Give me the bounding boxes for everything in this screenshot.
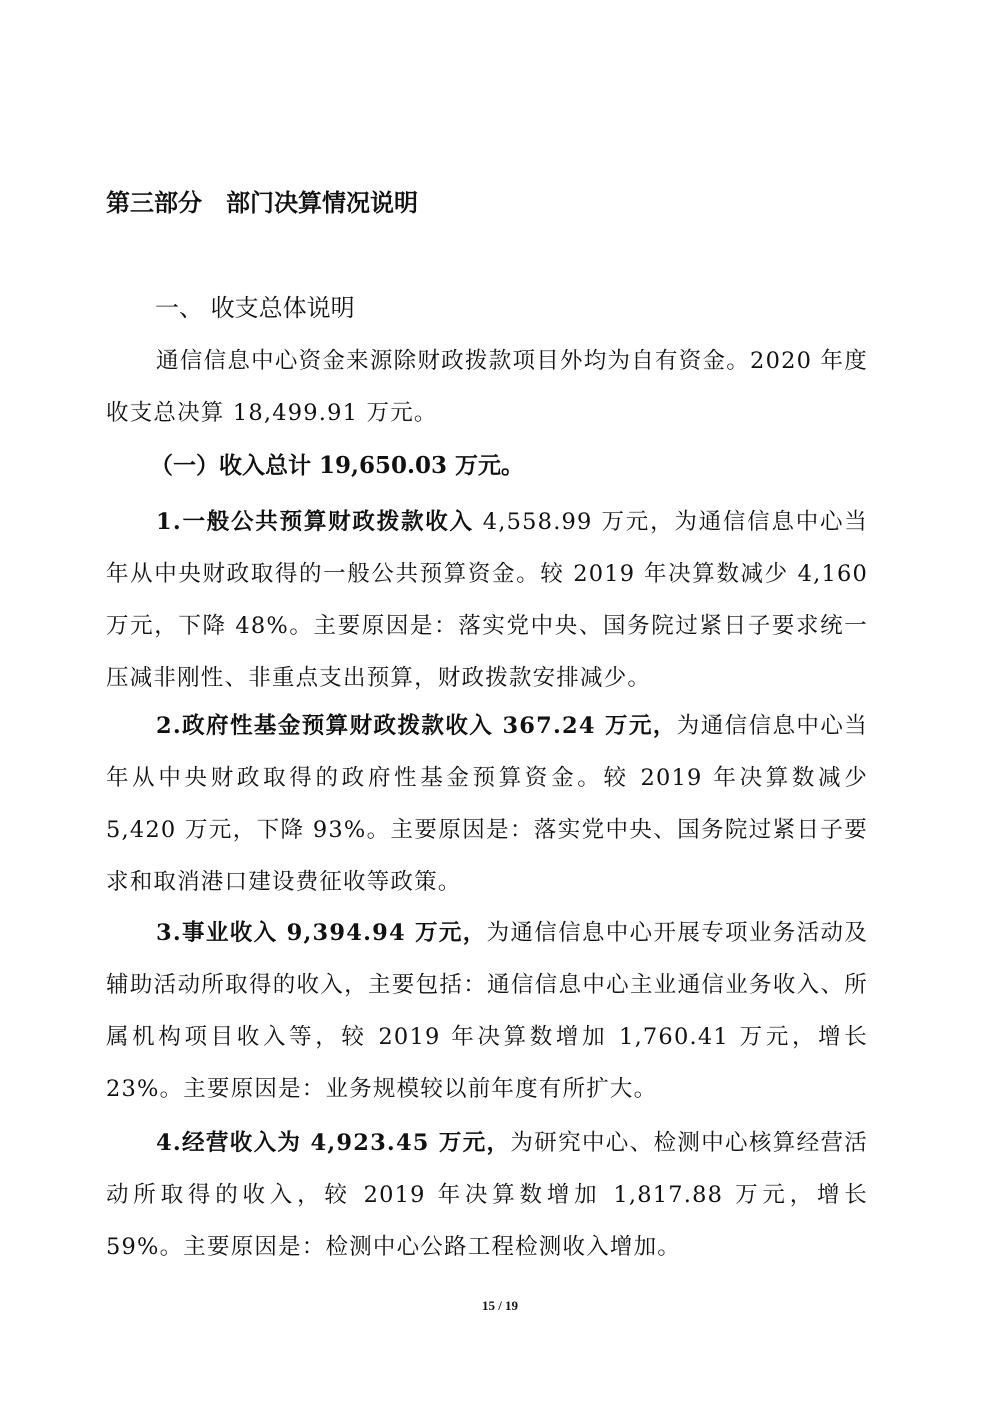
item-paragraph-2: [106, 700, 868, 908]
section-title: 一、 收支总体说明: [155, 294, 355, 322]
item-paragraph-3: [106, 907, 868, 1115]
item-lead: 2.政府性基金预算财政拨款收入 367.24 万元，: [156, 713, 677, 739]
item-text: 4,558.99 万元，为通信信息中心当年从中央财政取得的一般公共预算资金。较 2019 年决算数减少 4,160 万元，下降 48%。主要原因是：落实党中央、国务院过紧日子要求统一压减非刚性、非重点支出预算，财政拨款安排减少。: [106, 509, 869, 691]
item-lead: 3.事业收入 9,394.94 万元，: [156, 920, 487, 946]
item-text: 为研究中心、检测中心核算经营活动所取得的收入，较 2019 年决算数增加 1,817.88 万元，增长 59%。主要原因是：检测中心公路工程检测收入增加。: [106, 1130, 868, 1260]
item-text: 为通信信息中心开展专项业务活动及辅助活动所取得的收入，主要包括：通信信息中心主业通信业务收入、所属机构项目收入等，较 2019 年决算数增加 1,760.41 万元，增长 23%。主要原因是：业务规模较以前年度有所扩大。: [106, 920, 869, 1102]
item-paragraph-1: [106, 496, 868, 704]
item-text: 为通信信息中心当年从中央财政取得的政府性基金预算资金。较 2019 年决算数减少 5,420 万元，下降 93%。主要原因是：落实党中央、国务院过紧日子要求和取消港口建设费征收等政策。: [106, 713, 868, 895]
item-lead: 4.经营收入为 4,923.45 万元，: [156, 1130, 511, 1156]
intro-paragraph: [106, 335, 868, 439]
page-number: 15 / 19: [481, 1298, 519, 1313]
subsection-title: （一）收入总计 19,650.03 万元。: [150, 452, 525, 479]
item-paragraph-4: [106, 1117, 868, 1273]
part-title: 第三部分 部门决算情况说明: [106, 189, 418, 217]
item-lead: 1.一般公共预算财政拨款收入: [156, 509, 474, 535]
intro-text: 通信信息中心资金来源除财政拨款项目外均为自有资金。2020 年度收支总决算 18,499.91 万元。: [106, 348, 868, 426]
